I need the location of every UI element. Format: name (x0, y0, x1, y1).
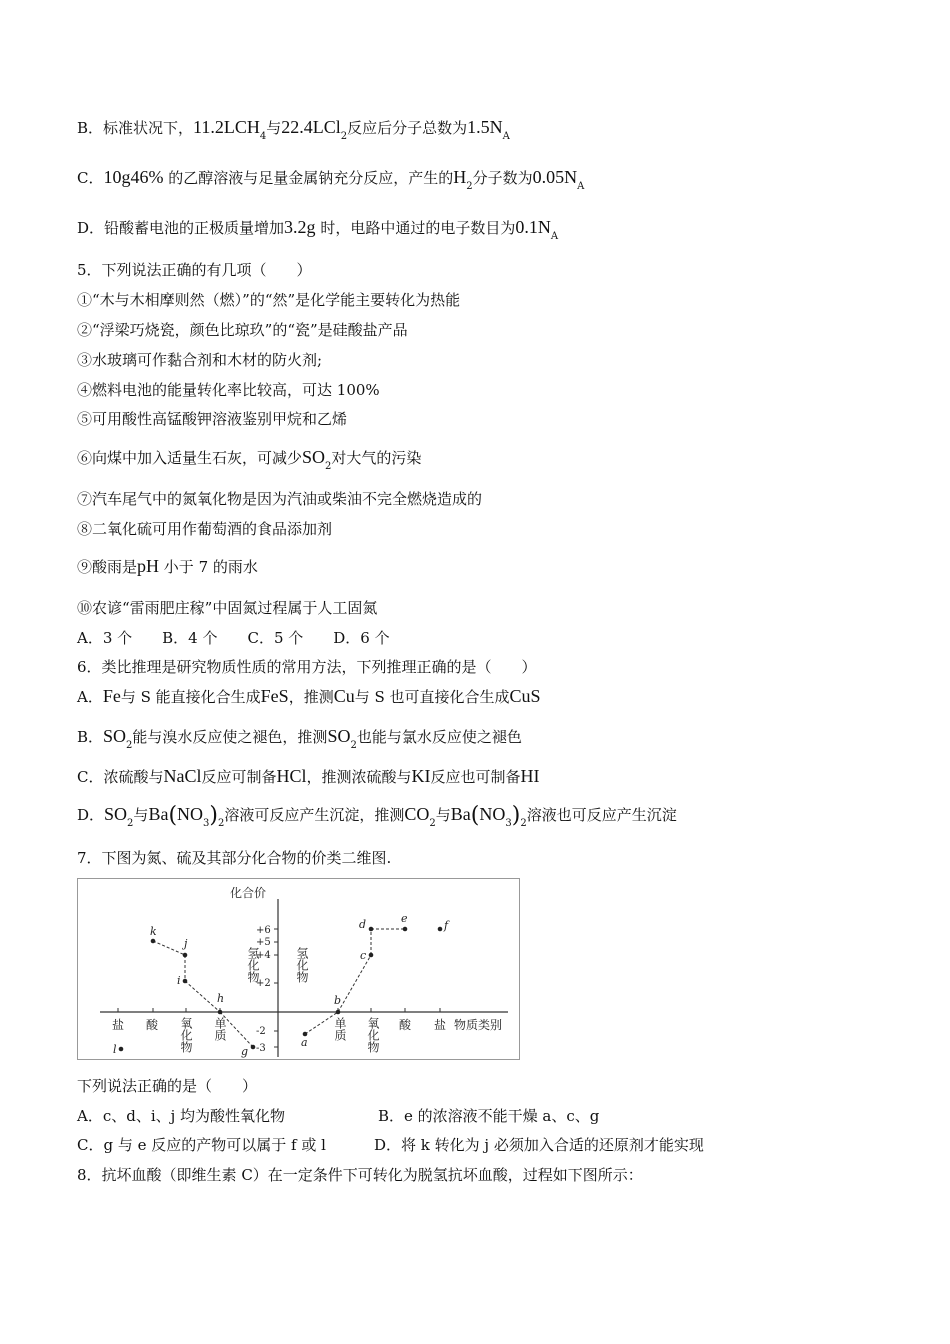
point-h (218, 1010, 223, 1015)
q6-stem: 6．类比推理是研究物质性质的常用方法，下列推理正确的是（ ） (77, 658, 537, 676)
point-f (438, 927, 443, 932)
q5-item: ②“浮梁巧烧瓷，颜色比琼玖”的“瓷”是硅酸盐产品 (77, 321, 408, 339)
connector-b-c (338, 955, 371, 1012)
point-label: f (444, 919, 449, 932)
q5-item-8: ⑧二氧化硫可用作葡萄酒的食品添加剂 (77, 520, 333, 538)
point-label: h (217, 992, 225, 1005)
point-label: k (150, 925, 157, 938)
point-label: a (301, 1036, 308, 1049)
connector-i-h (185, 981, 220, 1012)
q6-option-d: D．$SO_2$与$Ba(NO_3)_2$溶液可反应产生沉淀，推测$CO_2$与$Ba(NO_3)_2$溶液也可反应产生沉淀 (77, 803, 677, 829)
q7-stem: 7．下图为氮、硫及其部分化合物的价类二维图. (77, 849, 392, 867)
q7-option-a: A．c、d、i、j 均为酸性氧化物 (77, 1107, 286, 1125)
q5-item-9: ⑨酸雨是pH 小于 7 的雨水 (77, 556, 258, 576)
connector-k-j (153, 941, 185, 955)
tick-label: +4 (256, 950, 271, 961)
q6-option-b: B．$SO_2$能与溴水反应使之褪色，推测$SO_2$也能与氯水反应使之褪色 (77, 726, 522, 751)
point-label: c (360, 949, 367, 962)
tick-label: -3 (256, 1043, 266, 1054)
point-j (183, 953, 188, 958)
q4-option-c: C．10g46% 的乙醇溶液与足量金属钠充分反应，产生的$H_2$分子数为$0.05N_A$ (77, 167, 585, 192)
q8-stem: 8．抗坏血酸（即维生素 C）在一定条件下可转化为脱氢抗坏血酸，过程如下图所示： (77, 1166, 643, 1184)
point-e (403, 927, 408, 932)
tick-label: -2 (256, 1026, 266, 1037)
point-k (151, 939, 156, 944)
right-hydride-label: 氢化物 (295, 947, 309, 983)
point-i (183, 979, 188, 984)
q5-item: ⑤可用酸性高锰酸钾溶液鉴别甲烷和乙烯 (77, 410, 348, 428)
q5-item-6: ⑥向煤中加入适量生石灰，可减少$SO_2$对大气的污染 (77, 447, 422, 472)
tick-label: +6 (256, 925, 271, 936)
q5-item: ④燃料电池的能量转化率比较高，可达 100% (77, 381, 380, 399)
tick-label: +2 (256, 978, 271, 989)
valence-class-diagram (77, 878, 520, 1060)
q5-options: A．3 个 B．4 个 C．5 个 D．6 个 (77, 629, 390, 647)
point-label: d (359, 918, 367, 931)
q4-option-b: B．标准状况下，$11.2LCH_4$与22.4LCl$_2$反应后分子总数为$1.5N_A$ (77, 117, 510, 142)
q7-option-d: D．将 k 转化为 j 必须加入合适的还原剂才能实现 (374, 1136, 704, 1154)
category-label: 盐 (434, 1018, 447, 1032)
y-axis-title: 化合价 (230, 886, 267, 900)
point-d (369, 927, 374, 932)
q7-question: 下列说法正确的是（ ） (77, 1077, 258, 1095)
q7-option-c: C．g 与 e 反应的产物可以属于 f 或 l (77, 1136, 326, 1154)
point-label: j (184, 937, 188, 950)
point-c (369, 953, 374, 958)
category-label: 氧化物 (366, 1017, 380, 1053)
point-label: b (334, 994, 342, 1007)
q6-option-a: A．Fe与 S 能直接化合生成FeS，推测Cu与 S 也可直接化合生成CuS (77, 686, 541, 706)
category-label: 酸 (146, 1018, 159, 1032)
tick-label: +5 (256, 937, 271, 948)
left-hydride-label: 氢化物 (246, 947, 260, 983)
x-axis-title: 物质类别 (454, 1018, 503, 1032)
q5-item: ①“木与木相摩则然（燃）”的“然”是化学能主要转化为热能 (77, 291, 461, 309)
q5-item-10: ⑩农谚“雷雨肥庄稼”中固氮过程属于人工固氮 (77, 599, 378, 617)
q5-item-7: ⑦汽车尾气中的氮氧化物是因为汽油或柴油不完全燃烧造成的 (77, 490, 483, 508)
point-l (119, 1047, 124, 1052)
category-label: 盐 (112, 1018, 125, 1032)
q5-item: ③水玻璃可作黏合剂和木材的防火剂; (77, 351, 323, 369)
point-label: l (113, 1043, 117, 1056)
category-label: 氧化物 (179, 1017, 193, 1053)
q7-option-b: B．e 的浓溶液不能干燥 a、c、g (378, 1107, 600, 1125)
point-label: e (401, 912, 408, 925)
point-b (336, 1010, 341, 1015)
q5-stem: 5．下列说法正确的有几项（ ） (77, 261, 312, 279)
point-label: i (177, 974, 181, 987)
q4-option-d: D．铅酸蓄电池的正极质量增加3.2g 时，电路中通过的电子数目为$0.1N_A$ (77, 217, 559, 242)
q6-option-c: C．浓硫酸与NaCl反应可制备HCl，推测浓硫酸与KI反应也可制备HI (77, 766, 540, 786)
category-label: 酸 (399, 1018, 412, 1032)
point-label: g (241, 1045, 249, 1058)
category-label: 单质 (213, 1017, 227, 1041)
category-label: 单质 (333, 1017, 347, 1041)
point-g (251, 1045, 256, 1050)
